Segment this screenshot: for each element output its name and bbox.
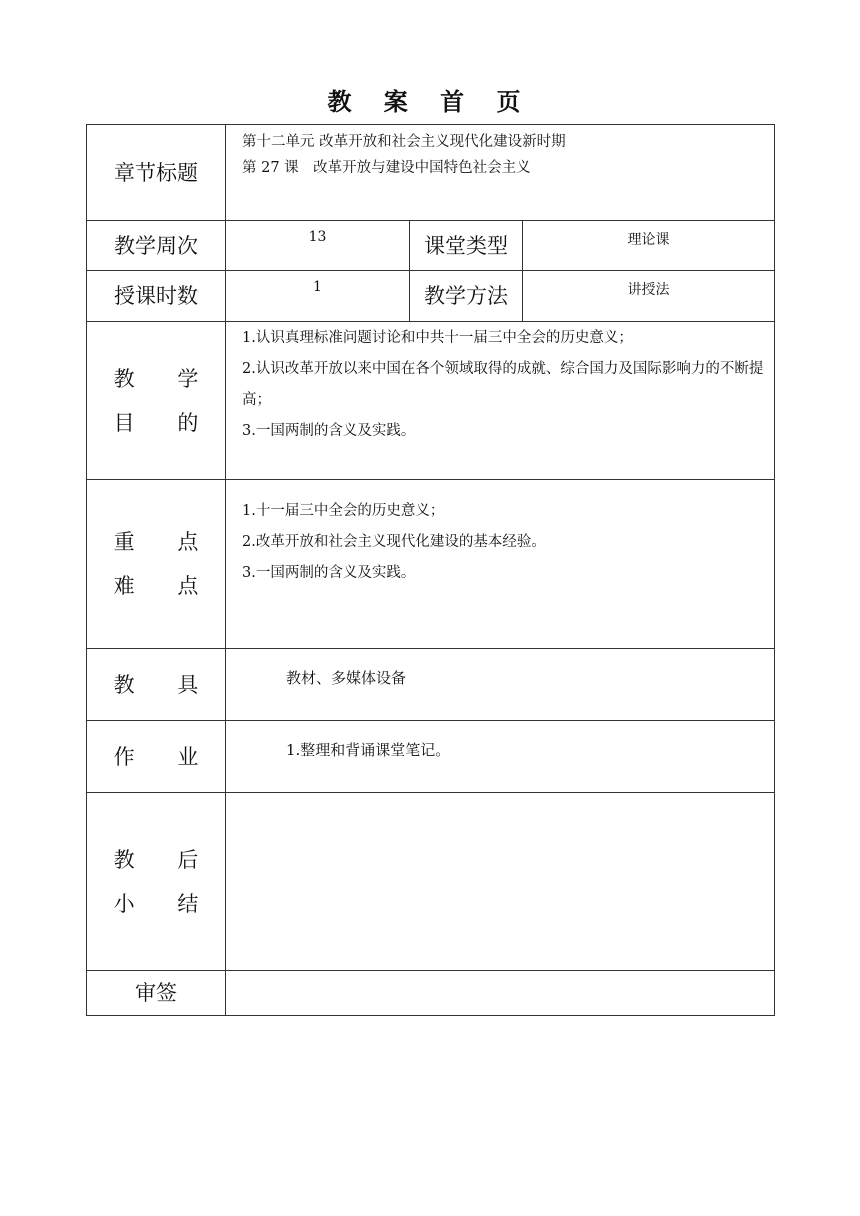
key-point-item: 2.改革开放和社会主义现代化建设的基本经验。 [242, 534, 546, 550]
key-points-label [87, 480, 226, 649]
review-value[interactable] [226, 971, 775, 1016]
chapter-label: 章节标题 [87, 125, 226, 221]
objectives-label-line2: 目 的 [113, 410, 217, 435]
summary-label-line1: 教 后 [113, 847, 217, 872]
chapter-row [87, 125, 775, 221]
key-points-value [226, 480, 775, 649]
chapter-line-lesson: 第 27 课 改革开放与建设中国特色社会主义 [242, 160, 531, 176]
hours-value: 1 [226, 271, 410, 322]
homework-label-text: 作 业 [113, 744, 217, 769]
homework-row [87, 721, 775, 793]
tools-value: 教材、多媒体设备 [226, 649, 775, 721]
class-type-label: 课堂类型 [410, 221, 523, 271]
method-value: 讲授法 [523, 271, 775, 322]
objective-item: 2.认识改革开放以来中国在各个领域取得的成就、综合国力及国际影响力的不断提高； [242, 361, 764, 408]
key-points-label-line2: 难 点 [113, 574, 217, 598]
summary-row [87, 793, 775, 971]
hours-label: 授课时数 [87, 271, 226, 322]
key-point-item: 3.一国两制的含义及实践。 [242, 565, 416, 581]
tools-label-text: 教 具 [113, 672, 217, 697]
tools-row [87, 649, 775, 721]
review-row [87, 971, 775, 1016]
lesson-plan-table [86, 124, 775, 1016]
objective-item: 3.一国两制的含义及实践。 [242, 423, 416, 439]
objectives-label [87, 322, 226, 480]
week-label: 教学周次 [87, 221, 226, 271]
review-label: 审签 [87, 971, 226, 1016]
hours-row [87, 271, 775, 322]
homework-label [87, 721, 226, 793]
key-points-label-line1: 重 点 [113, 530, 217, 554]
objectives-label-line1: 教 学 [113, 366, 217, 391]
objectives-value [226, 322, 775, 480]
tools-label [87, 649, 226, 721]
objectives-row [87, 322, 775, 480]
class-type-value: 理论课 [523, 221, 775, 271]
summary-label-line2: 小 结 [113, 891, 217, 916]
method-label: 教学方法 [410, 271, 523, 322]
objective-item: 1.认识真理标准问题讨论和中共十一届三中全会的历史意义； [242, 330, 633, 346]
chapter-value [226, 125, 775, 221]
homework-value: 1.整理和背诵课堂笔记。 [226, 721, 775, 793]
week-row [87, 221, 775, 271]
summary-label [87, 793, 226, 971]
key-point-item: 1.十一届三中全会的历史意义； [242, 503, 445, 519]
page-title: 教 案 首 页 [327, 87, 533, 116]
key-points-row [87, 480, 775, 649]
summary-value[interactable] [226, 793, 775, 971]
week-value: 13 [226, 221, 410, 271]
chapter-line-unit: 第十二单元 改革开放和社会主义现代化建设新时期 [242, 134, 566, 150]
